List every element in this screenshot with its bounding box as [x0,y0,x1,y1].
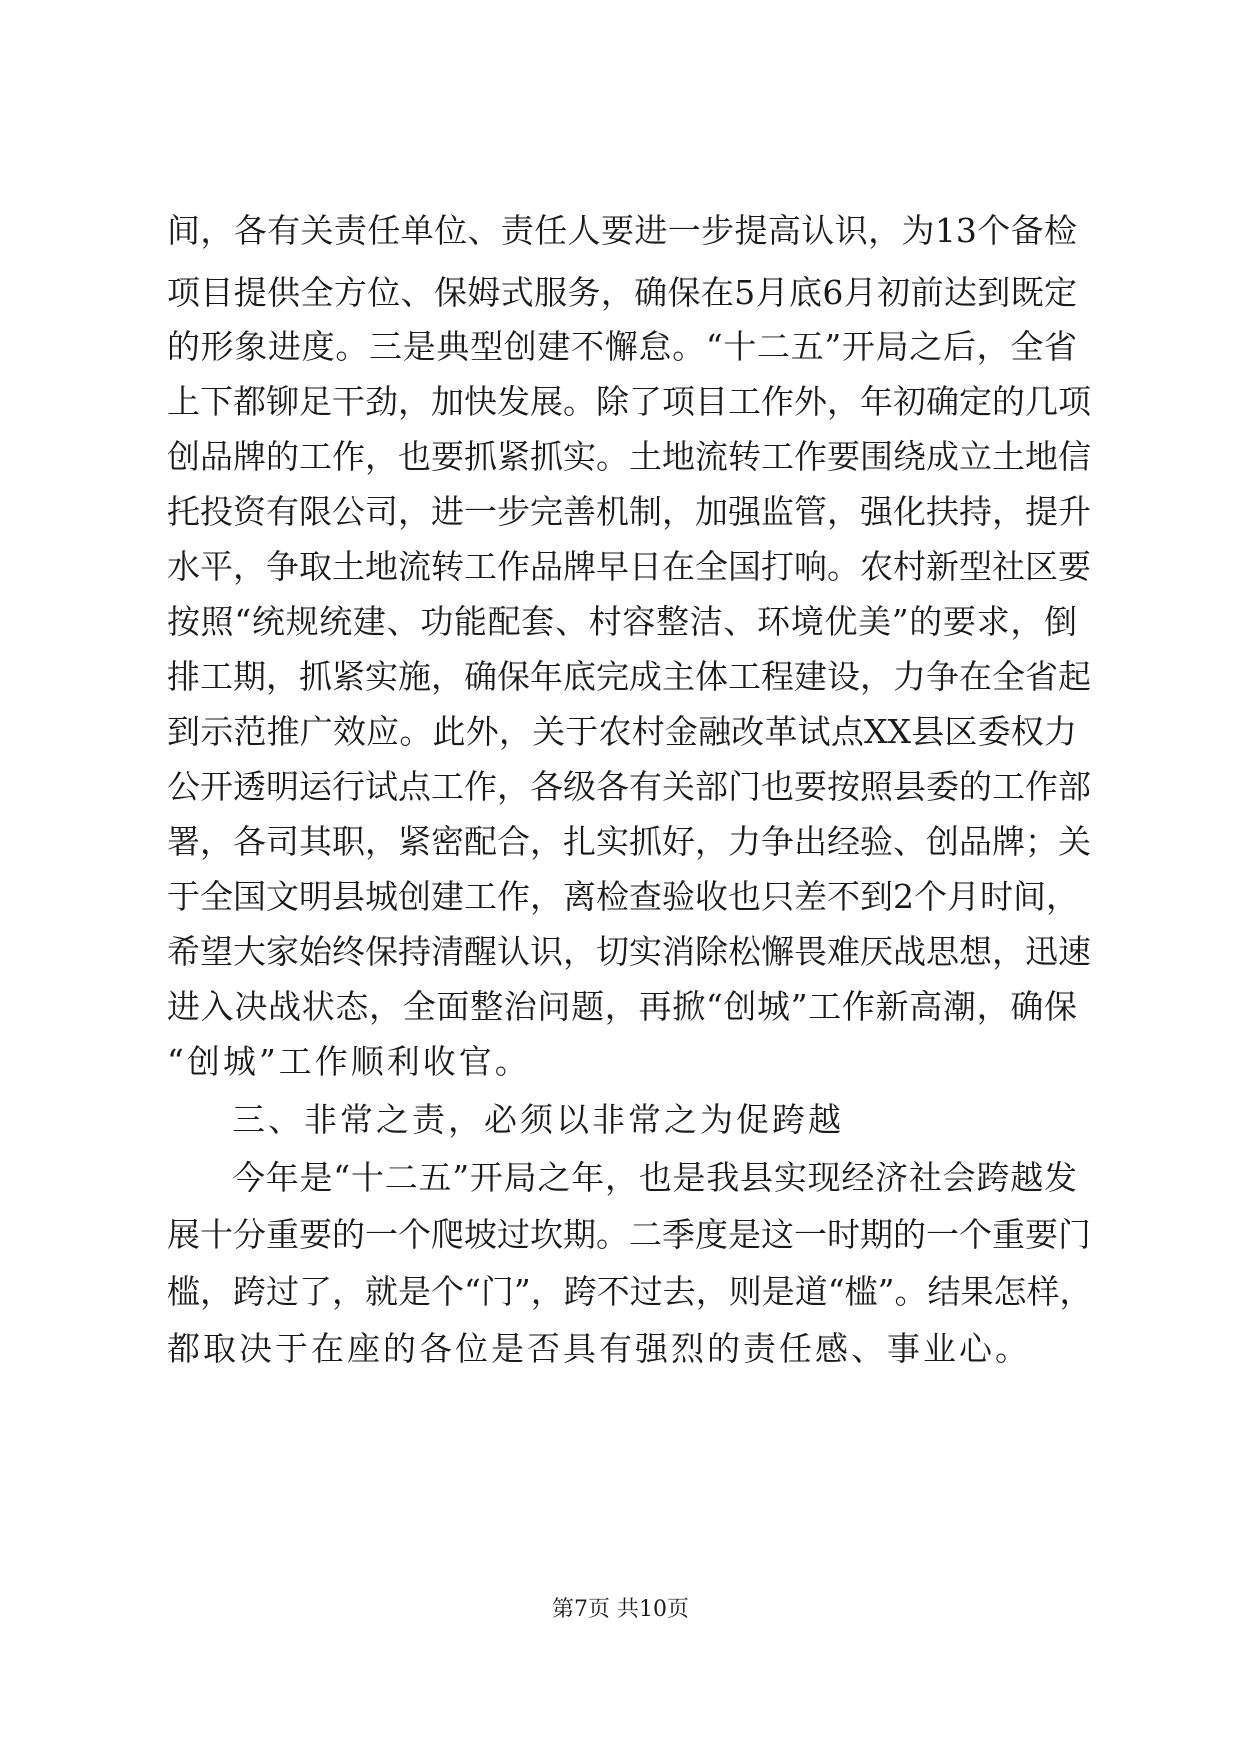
text-line: 上下都铆足干劲，加快发展。除了项目工作外，年初确定的几项 [167,382,1091,421]
text-line: 项目提供全方位、保姆式服务，确保在5月底6月初前达到既定 [167,273,1077,312]
text-line: 于全国文明县城创建工作，离检查验收也只差不到2个月时间， [167,877,1079,916]
text-line: 的形象进度。三是典型创建不懈怠。“十二五”开局之后，全省 [167,327,1077,366]
text-line: 槛，跨过了，就是个“门”，跨不过去，则是道“槛”。结果怎样， [167,1272,1093,1311]
section-heading: 三、非常之责，必须以非常之为促跨越 [232,1100,844,1139]
text-line: “创城”工作顺利收官。 [167,1042,531,1081]
text-line: 间，各有关责任单位、责任人要进一步提高认识，为13个备检 [167,211,1077,250]
text-line: 展十分重要的一个爬坡过坎期。二季度是这一时期的一个重要门 [167,1215,1091,1254]
page-number-footer: 第7页 共10页 [552,1597,689,1622]
text-line: 署，各司其职，紧密配合，扎实抓好，力争出经验、创品牌；关 [167,822,1091,861]
text-line: 创品牌的工作，也要抓紧抓实。土地流转工作要围绕成立土地信 [167,437,1091,476]
text-line: 都取决于在座的各位是否具有强烈的责任感、事业心。 [167,1329,1031,1368]
text-line: 今年是“十二五”开局之年，也是我县实现经济社会跨越发 [232,1158,1077,1197]
text-line: 水平，争取土地流转工作品牌早日在全国打响。农村新型社区要 [167,547,1091,586]
text-line: 进入决战状态，全面整治问题，再掀“创城”工作新高潮，确保 [167,987,1077,1026]
text-line: 公开透明运行试点工作，各级各有关部门也要按照县委的工作部 [167,767,1091,806]
text-line: 希望大家始终保持清醒认识，切实消除松懈畏难厌战思想，迅速 [167,932,1091,971]
text-line: 到示范推广效应。此外，关于农村金融改革试点XX县区委权力 [167,712,1077,751]
text-line: 按照“统规统建、功能配套、村容整洁、环境优美”的要求，倒 [167,602,1077,641]
text-line: 托投资有限公司，进一步完善机制，加强监管，强化扶持，提升 [167,492,1091,531]
text-line: 排工期，抓紧实施，确保年底完成主体工程建设，力争在全省起 [167,657,1091,696]
